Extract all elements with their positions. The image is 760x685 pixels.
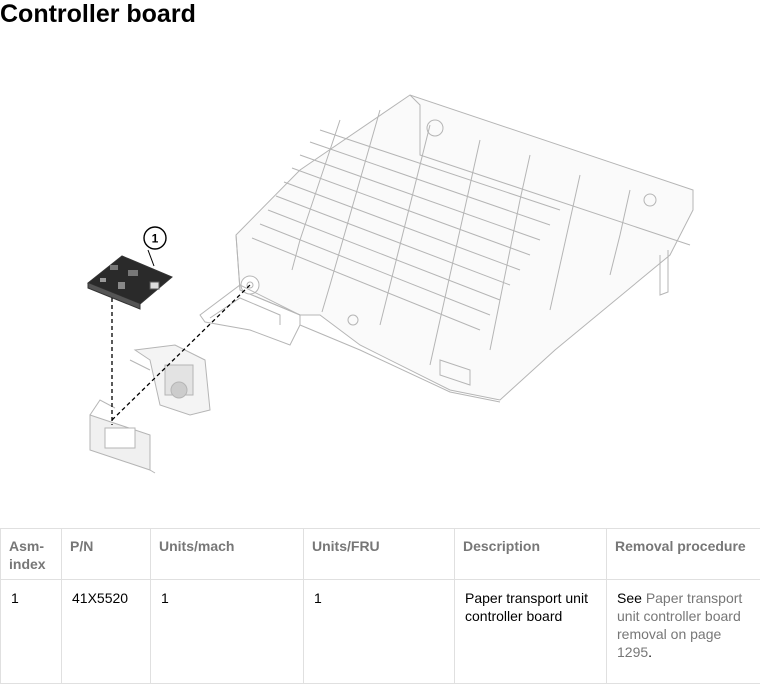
header-units-mach: Units/mach [151,529,304,580]
paper-transport-unit [236,95,693,402]
table-header-row [1,529,760,580]
header-asm-index: Asm-index [1,529,62,580]
removal-procedure-link[interactable]: Paper transport unit controller board removal on page 1295 [617,590,743,660]
cell-units-mach: 1 [151,580,304,684]
callout-number: 1 [151,231,159,246]
cell-pn: 41X5520 [62,580,151,684]
removal-prefix: See [617,590,646,606]
cell-units-fru: 1 [304,580,455,684]
header-removal-procedure: Removal procedure [607,529,760,580]
mounting-plate [90,400,155,473]
header-units-fru: Units/FRU [304,529,455,580]
header-pn: P/N [62,529,151,580]
cell-removal-procedure [607,580,760,684]
header-description: Description [455,529,607,580]
controller-board [88,256,172,309]
parts-illustration [0,60,760,520]
cell-asm-index: 1 [1,580,62,684]
removal-suffix: . [648,644,653,660]
callout-1 [144,227,166,266]
parts-table [0,528,760,684]
table-row [1,580,760,684]
cell-description: Paper transport unit controller board [455,580,607,684]
page-title: Controller board [0,0,196,28]
motor-bracket [130,345,210,415]
